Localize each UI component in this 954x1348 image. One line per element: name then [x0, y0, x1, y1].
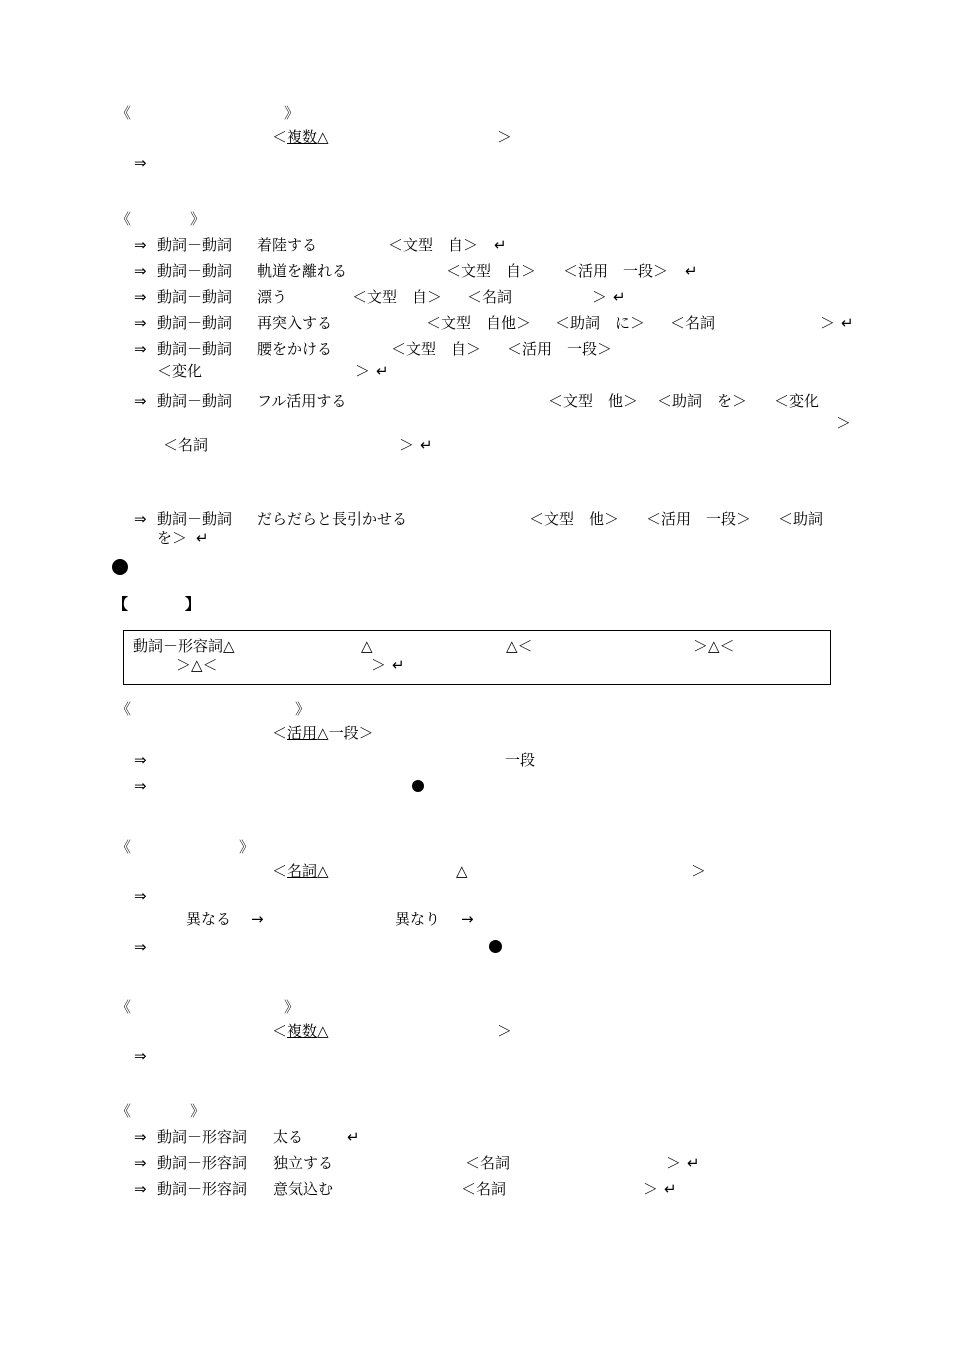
tag-close: ＞: [592, 288, 608, 306]
example-word: 異なる: [186, 910, 232, 928]
ichidan-label: 一段: [505, 751, 536, 769]
close-double-bracket: 》: [284, 104, 300, 122]
tag-line: [272, 864, 329, 879]
arrow-bullet: ⇒: [134, 314, 147, 332]
entry-category: 動詞－動詞: [157, 392, 233, 410]
right-arrow: →: [461, 910, 474, 928]
arrow-bullet: ⇒: [134, 1047, 147, 1065]
tag-close: ＞: [497, 1022, 513, 1040]
entry-category: 動詞－動詞: [157, 314, 233, 332]
entry-category: 動詞－動詞: [157, 510, 233, 528]
entry-category: 動詞－動詞: [157, 340, 233, 358]
arrow-bullet: ⇒: [134, 392, 147, 410]
tag-close: ＞: [355, 362, 371, 380]
arrow-bullet: ⇒: [134, 154, 147, 172]
entry-tag: ＜文型 自＞: [446, 262, 537, 280]
tag-name: 名詞: [287, 862, 318, 880]
entry-tag: ＜活用 一段＞: [646, 510, 752, 528]
entry-category: 動詞－動詞: [157, 262, 233, 280]
tag-open: ＜: [272, 862, 288, 880]
entry-tag-continued: ＜名詞: [163, 436, 209, 454]
tag-close: ＞: [371, 656, 387, 674]
entry-tag: ＜助詞: [778, 510, 824, 528]
tag-open: ＜: [272, 724, 288, 742]
return-mark: ↵: [841, 314, 854, 332]
tag-close: ＞: [643, 1180, 659, 1198]
tag-close: ＞: [836, 414, 852, 432]
close-double-bracket: 》: [284, 998, 300, 1016]
entry-tag: ＜名詞: [461, 1180, 507, 1198]
entry-tag: ＜活用 一段＞: [563, 262, 669, 280]
tag-line: [272, 726, 374, 741]
open-double-bracket: 《: [116, 210, 132, 228]
arrow-bullet: ⇒: [134, 340, 147, 358]
entry-word: 軌道を離れる: [257, 262, 348, 280]
tag-open: ＜: [517, 637, 533, 655]
entry-category: 動詞－形容詞: [157, 1180, 248, 1198]
bullet-dot: [412, 780, 424, 792]
open-double-bracket: 《: [116, 700, 132, 718]
tag-triangle: △: [317, 1022, 329, 1040]
tag-triangle: △: [317, 862, 329, 880]
tag-triangle: △: [456, 862, 468, 880]
box-triangle-open: [506, 639, 533, 654]
return-mark: ↵: [196, 529, 209, 547]
box-category: 動詞－形容詞△: [133, 637, 235, 655]
close-double-bracket: 》: [295, 700, 311, 718]
entry-word: 独立する: [273, 1154, 334, 1172]
return-mark: ↵: [685, 262, 698, 280]
arrow-bullet: ⇒: [134, 777, 147, 795]
entry-tag: ＜助詞 に＞: [555, 314, 646, 332]
entry-tag: ＜文型 自＞: [352, 288, 443, 306]
triangle-mark: △: [506, 637, 518, 655]
arrow-bullet: ⇒: [134, 510, 147, 528]
arrow-bullet: ⇒: [134, 288, 147, 306]
tag-close: ＞: [399, 436, 415, 454]
return-mark: ↵: [494, 236, 507, 254]
return-mark: ↵: [392, 656, 405, 674]
return-mark: ↵: [664, 1180, 677, 1198]
entry-word: フル活用する: [257, 392, 347, 410]
entry-tag: ＜文型 他＞: [548, 392, 639, 410]
right-arrow: →: [251, 910, 264, 928]
close-double-bracket: 》: [239, 838, 255, 856]
tag-value: △一段＞: [317, 724, 374, 742]
heading-bracket-open: 【: [113, 595, 129, 613]
tag-close: ＞: [666, 1154, 682, 1172]
arrow-bullet: ⇒: [134, 887, 147, 905]
tag-name: 活用: [287, 724, 318, 742]
arrow-bullet: ⇒: [134, 262, 147, 280]
tag-open: ＜: [272, 128, 288, 146]
arrow-bullet: ⇒: [134, 751, 147, 769]
box-tag-joint: ＞△＜: [176, 656, 218, 674]
entry-tag: ＜助詞 を＞: [657, 392, 748, 410]
entry-tag: ＜名詞: [465, 1154, 511, 1172]
arrow-bullet: ⇒: [134, 236, 147, 254]
entry-tag-continued: を＞: [157, 529, 188, 547]
tag-name: 複数: [287, 1022, 318, 1040]
entry-word: 再突入する: [257, 314, 333, 332]
entry-word: 漂う: [257, 288, 288, 306]
entry-tag: ＜文型 他＞: [529, 510, 620, 528]
entry-tag: ＜文型 自他＞: [426, 314, 532, 332]
arrow-bullet: ⇒: [134, 1154, 147, 1172]
box-tag-joint: ＞△＜: [693, 637, 735, 655]
heading-bracket-close: 】: [185, 595, 201, 613]
entry-category: 動詞－動詞: [157, 236, 233, 254]
arrow-bullet: ⇒: [134, 1180, 147, 1198]
bullet-dot-large: [112, 559, 128, 575]
entry-tag: ＜変化: [774, 392, 820, 410]
entry-category: 動詞－形容詞: [157, 1154, 248, 1172]
entry-category: 動詞－動詞: [157, 288, 233, 306]
entry-word: 意気込む: [273, 1180, 334, 1198]
tag-triangle: △: [317, 128, 329, 146]
open-double-bracket: 《: [116, 104, 132, 122]
tag-close: ＞: [691, 862, 707, 880]
close-double-bracket: 》: [190, 1102, 206, 1120]
entry-tag-continued: ＜変化: [157, 362, 203, 380]
entry-word: 腰をかける: [257, 340, 333, 358]
tag-close: ＞: [497, 128, 513, 146]
open-double-bracket: 《: [116, 838, 132, 856]
entry-tag: ＜文型 自＞: [391, 340, 482, 358]
return-mark: ↵: [347, 1128, 360, 1146]
arrow-bullet: ⇒: [134, 1128, 147, 1146]
entry-tag: ＜文型 自＞: [388, 236, 479, 254]
close-double-bracket: 》: [190, 210, 206, 228]
entry-tag: ＜名詞: [467, 288, 513, 306]
entry-word: 着陸する: [257, 236, 318, 254]
example-word: 異なり: [395, 910, 441, 928]
return-mark: ↵: [376, 362, 389, 380]
entry-tag: ＜名詞: [670, 314, 716, 332]
open-double-bracket: 《: [116, 1102, 132, 1120]
tag-name: 複数: [287, 128, 318, 146]
arrow-bullet: ⇒: [134, 938, 147, 956]
entry-word: 太る: [273, 1128, 304, 1146]
entry-category: 動詞－形容詞: [157, 1128, 248, 1146]
return-mark: ↵: [420, 436, 433, 454]
return-mark: ↵: [613, 288, 626, 306]
tag-close: ＞: [820, 314, 836, 332]
entry-word: だらだらと長引かせる: [257, 510, 408, 528]
bullet-dot: [489, 940, 502, 953]
box-triangle: △: [361, 637, 373, 655]
tag-line: [272, 130, 329, 145]
open-double-bracket: 《: [116, 998, 132, 1016]
tag-open: ＜: [272, 1022, 288, 1040]
return-mark: ↵: [687, 1154, 700, 1172]
tag-line: [272, 1024, 329, 1039]
entry-tag: ＜活用 一段＞: [507, 340, 613, 358]
